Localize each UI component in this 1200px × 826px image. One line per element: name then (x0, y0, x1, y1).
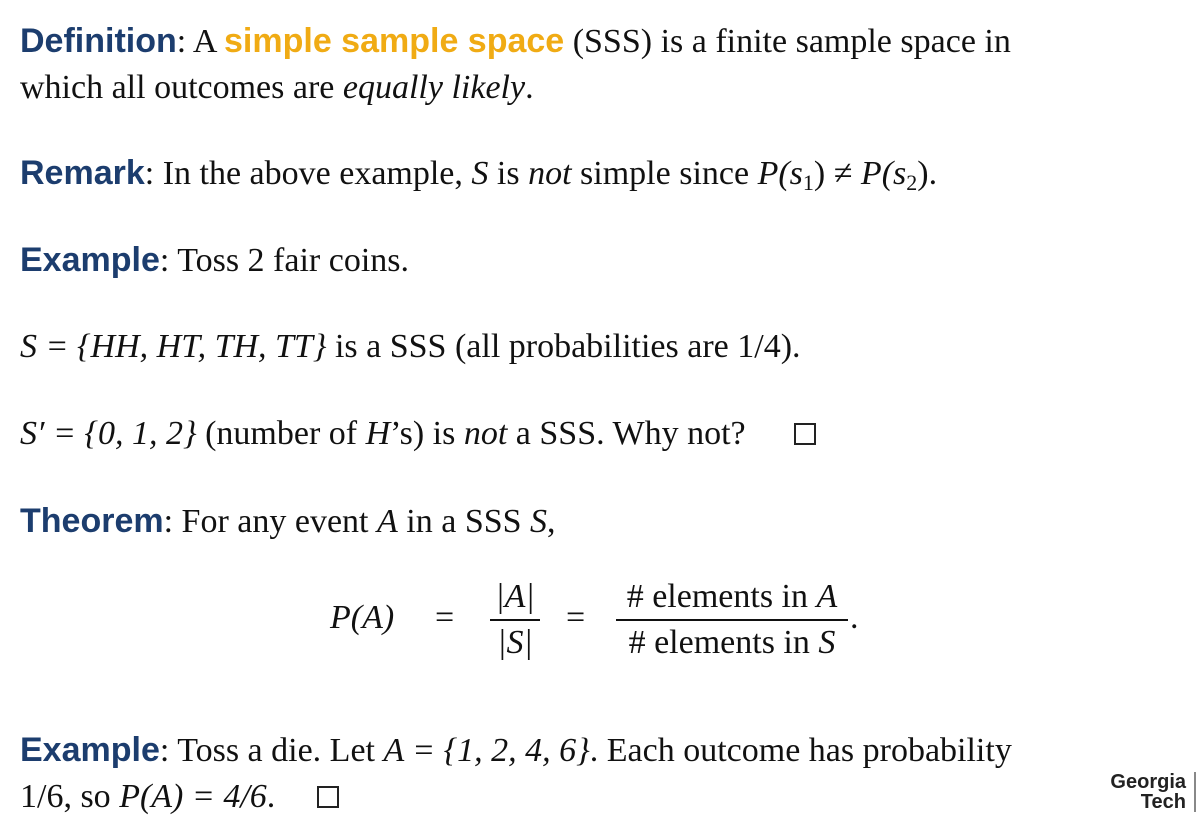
sample-space-math: S = {HH, HT, TH, TT} (20, 328, 327, 365)
example2-math-1: A = {1, 2, 4, 6} (383, 732, 590, 769)
var-h: H (365, 415, 391, 452)
formula-den-2-var: S (818, 624, 836, 661)
remark-text-3: simple since (571, 155, 758, 192)
theorem-text-2: in a SSS (397, 503, 531, 540)
example2-text-1: : Toss a die. Let (159, 732, 384, 769)
example2-math-2: P(A) = 4/6 (119, 778, 267, 815)
formula-num-2 (616, 575, 848, 619)
example2-text-4: . (266, 778, 276, 815)
definition-block (20, 18, 1170, 111)
qed-box-icon (794, 423, 816, 445)
qed-box-icon (317, 786, 339, 808)
sample-space-line (20, 324, 1170, 370)
sample-space-prime-line (20, 411, 1170, 457)
example2-block (20, 727, 1170, 820)
definition-heading: Definition (20, 22, 177, 60)
sample-space-text: is a SSS (all probabilities are 1/4). (326, 328, 801, 365)
formula-num-2-var: A (816, 578, 838, 615)
logo-line-2: Tech (1140, 791, 1186, 813)
definition-text-1: : A (176, 23, 225, 60)
definition-term: simple sample space (224, 22, 565, 60)
theorem-block (20, 498, 1170, 545)
theorem-var-s: S (530, 503, 548, 540)
remark-p2-close: ). (917, 155, 938, 192)
georgia-tech-logo (1110, 772, 1186, 812)
theorem-text-3: , (547, 503, 556, 540)
remark-p2-sub: 2 (906, 170, 918, 195)
definition-text-3: which all outcomes are (20, 69, 343, 106)
remark-p1-fn: P (757, 155, 779, 192)
sample-space-prime-text-2: ’s) is (390, 415, 464, 452)
remark-var-s: S (471, 155, 489, 192)
formula-equals-2: = (566, 599, 586, 636)
remark-p1-sub: 1 (802, 170, 814, 195)
formula-equals-1: = (435, 599, 455, 636)
sample-space-prime-text-3: a SSS. Why not? (507, 415, 746, 452)
formula-den-2 (616, 619, 848, 665)
example1-block (20, 237, 1170, 284)
sample-space-prime-emphasis: not (463, 415, 508, 452)
logo-line-1: Georgia (1110, 771, 1186, 793)
definition-emphasis: equally likely (342, 69, 526, 106)
example1-heading: Example (20, 241, 160, 279)
remark-block (20, 150, 1170, 206)
theorem-var-a: A (377, 503, 398, 540)
remark-heading: Remark (20, 154, 145, 192)
formula-num-1: |A| (495, 578, 535, 615)
remark-text-2: is (488, 155, 529, 192)
remark-emphasis: not (528, 155, 572, 192)
remark-p1-arg: (s (778, 155, 803, 192)
example1-text: : Toss 2 fair coins. (159, 242, 409, 279)
logo-tower-icon (1194, 772, 1196, 812)
formula-lhs: P(A) (330, 599, 395, 636)
remark-p2-fn: P (860, 155, 882, 192)
formula-den-2-text: # elements in (628, 624, 819, 661)
theorem-text-1: : For any event (163, 503, 377, 540)
sample-space-prime-math: S′ = {0, 1, 2} (20, 415, 197, 452)
remark-p2 (860, 155, 938, 195)
remark-text-1: : In the above example, (144, 155, 472, 192)
probability-formula (330, 575, 890, 675)
definition-text-2: (SSS) is a finite sample space in (564, 23, 1011, 60)
example2-text-2: . Each outcome has probability (589, 732, 1012, 769)
remark-p1-close: ) ≠ (813, 155, 861, 192)
formula-period: . (850, 599, 859, 636)
theorem-heading: Theorem (20, 502, 164, 540)
remark-p2-arg: (s (881, 155, 907, 192)
formula-fraction-2 (616, 575, 848, 665)
remark-p1 (757, 155, 861, 195)
example2-heading: Example (20, 731, 160, 769)
formula-fraction-1 (490, 575, 540, 665)
formula-den-1: |S| (490, 619, 540, 665)
definition-text-4: . (525, 69, 534, 106)
sample-space-prime-text-1: (number of (196, 415, 366, 452)
example2-text-3: 1/6, so (20, 778, 120, 815)
formula-num-2-text: # elements in (626, 578, 817, 615)
